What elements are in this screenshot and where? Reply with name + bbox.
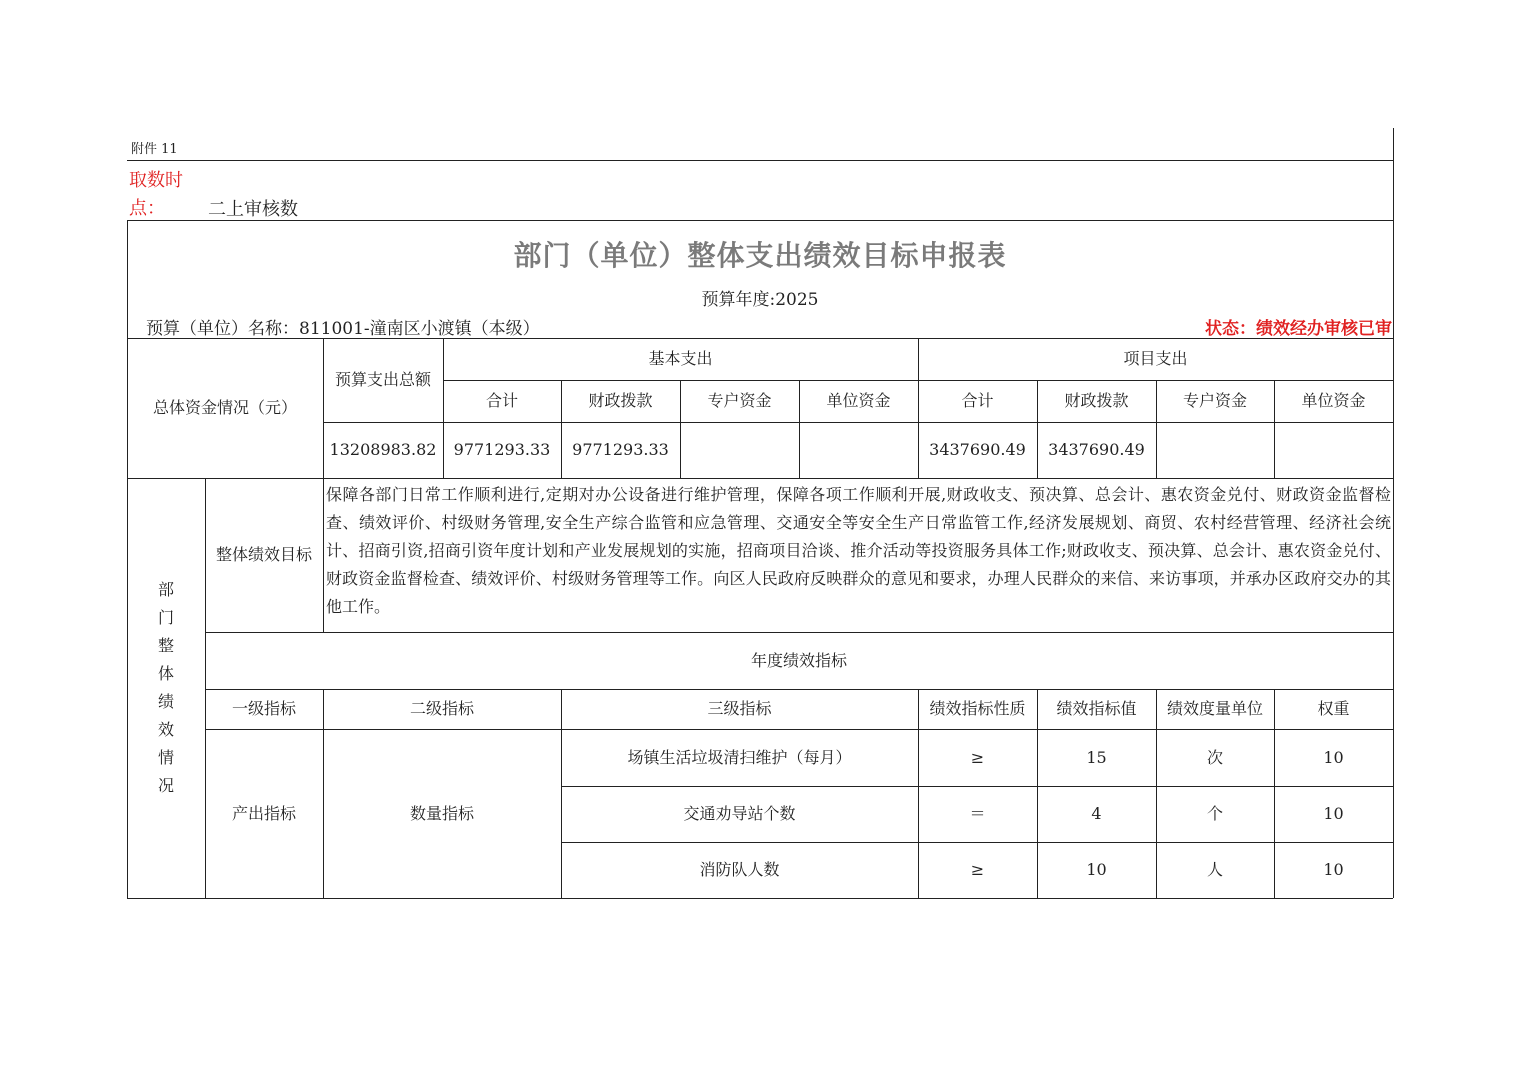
- basic-special-value: [680, 422, 799, 478]
- indicator-value: 10: [1086, 860, 1107, 880]
- indicator-weight: 10: [1323, 860, 1344, 880]
- fetch-point-label-line2: 点：: [129, 198, 165, 219]
- indicator-nature: ≥: [970, 860, 985, 880]
- side-label-char: 整: [157, 636, 174, 655]
- page-title: 部门（单位）整体支出绩效目标申报表: [513, 239, 1007, 272]
- indicator-unit: 人: [1206, 860, 1223, 880]
- fetch-point-label: [129, 167, 183, 223]
- project-total-value: 3437690.49: [929, 440, 1026, 460]
- basic-unit-value: [799, 422, 918, 478]
- indicator-value: 4: [1091, 804, 1102, 824]
- level1-header: 一级指标: [231, 699, 296, 719]
- overall-goal-text: 保障各部门日常工作顺利进行,定期对办公设备进行维护管理，保障各项工作顺利开展,财政收支、预决算、总会计、惠农资金兑付、财政资金监督检查、绩效评价、村级财务管理,安全生产综合监管和应急管理、交通安全等安全生产日常监管工作,经济发展规划、商贸、农村经营管理、经济社会统计、招商引资,招商引资年度计划和产业发展规划的实施，招商项目洽谈、推介活动等投资服务具体工作;财政收支、预决算、总会计、惠农资金兑付、财政资金监督检查、绩效评价、村级财务管理等工作。向区人民政府反映群众的意见和要求，办理人民群众的来信、来访事项，并承办区政府交办的其他工作。: [326, 485, 1391, 616]
- project-fiscal-header: 财政拨款: [1064, 391, 1129, 411]
- project-special-value: [1156, 422, 1274, 478]
- basic-special-header: 专户资金: [707, 391, 772, 411]
- project-special-header: 专户资金: [1182, 391, 1247, 411]
- level1-output: 产出指标: [231, 803, 296, 823]
- basic-fiscal-header: 财政拨款: [588, 391, 653, 411]
- fetch-point-label-line1: 取数时: [129, 170, 183, 191]
- indicator-weight: 10: [1323, 804, 1344, 824]
- basic-total-header: 合计: [485, 391, 518, 411]
- side-label-char: 情: [157, 748, 174, 767]
- performance-side-label: [127, 478, 205, 898]
- weight-header: 权重: [1317, 699, 1350, 719]
- indicator-unit: 次: [1206, 747, 1223, 767]
- basic-expenditure-header: 基本支出: [648, 349, 713, 369]
- basic-fiscal-value: 9771293.33: [572, 440, 669, 460]
- attachment-label: 附件 11: [131, 142, 178, 157]
- indicator-name: 交通劝导站个数: [683, 804, 796, 824]
- indicator-nature: ＝: [969, 804, 986, 824]
- value-header: 绩效指标值: [1056, 699, 1137, 719]
- project-fiscal-value: 3437690.49: [1048, 440, 1145, 460]
- status-badge: 状态：绩效经办审核已审: [1205, 319, 1392, 339]
- indicator-name: 消防队人数: [699, 860, 780, 880]
- basic-total-value: 9771293.33: [453, 440, 551, 460]
- level3-header: 三级指标: [707, 699, 772, 719]
- annual-indicators-header: 年度绩效指标: [750, 650, 847, 670]
- side-label-char: 体: [157, 664, 174, 683]
- budget-year: 预算年度:2025: [701, 290, 819, 310]
- budget-total-header: 预算支出总额: [334, 370, 431, 390]
- project-unit-value: [1274, 422, 1393, 478]
- indicator-nature: ≥: [970, 747, 985, 767]
- project-expenditure-header: 项目支出: [1123, 349, 1188, 369]
- unit-name: 预算（单位）名称：811001-潼南区小渡镇（本级）: [146, 319, 540, 339]
- indicator-weight: 10: [1323, 747, 1344, 767]
- side-label-char: 部: [157, 580, 174, 599]
- side-label-char: 效: [157, 720, 174, 739]
- nature-header: 绩效指标性质: [929, 699, 1026, 719]
- budget-total-value: 13208983.82: [329, 440, 437, 460]
- indicator-value: 15: [1086, 747, 1107, 767]
- funds-row-label: 总体资金情况（元）: [152, 398, 297, 418]
- level2-header: 二级指标: [409, 699, 474, 719]
- project-total-header: 合计: [961, 391, 994, 411]
- unit-header: 绩效度量单位: [1166, 699, 1263, 719]
- side-label-char: 况: [157, 776, 174, 795]
- side-label-char: 门: [157, 608, 174, 627]
- fetch-point-value: 二上审核数: [208, 199, 298, 220]
- side-label-char: 绩: [157, 692, 174, 711]
- project-unit-header: 单位资金: [1301, 391, 1366, 411]
- indicator-name: 场镇生活垃圾清扫维护（每月）: [627, 747, 852, 767]
- basic-unit-header: 单位资金: [826, 391, 891, 411]
- indicator-unit: 个: [1206, 804, 1223, 824]
- overall-goal-label: 整体绩效目标: [215, 545, 312, 565]
- level2-quantity: 数量指标: [409, 803, 474, 823]
